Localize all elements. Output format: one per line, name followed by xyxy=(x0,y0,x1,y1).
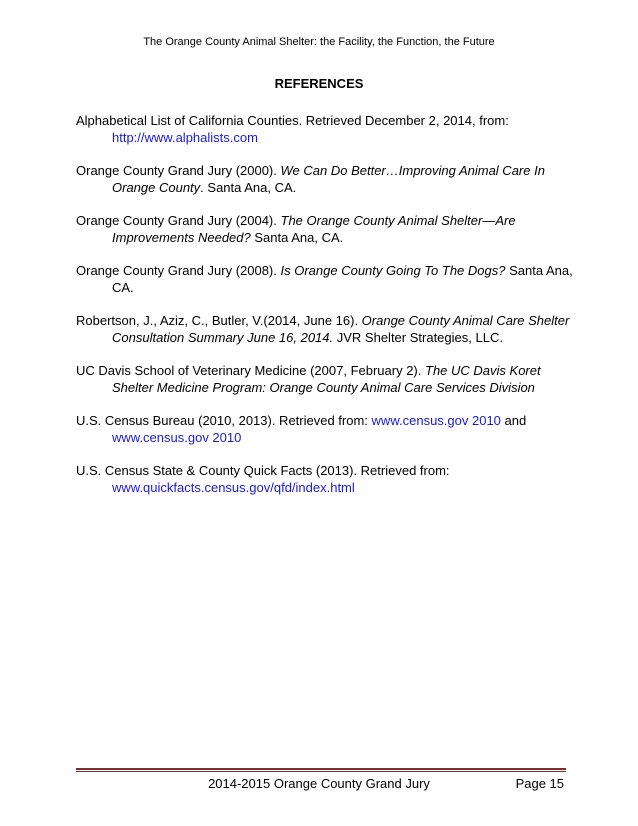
reference-3-text: Orange County Grand Jury (2004). xyxy=(76,213,281,228)
footer-rule-thick xyxy=(76,768,566,770)
reference-4-tail: Santa Ana, CA. xyxy=(112,263,573,295)
reference-4-text: Orange County Grand Jury (2008). xyxy=(76,263,281,278)
reference-7-link-2[interactable]: www.census.gov 2010 xyxy=(112,430,242,445)
reference-4 xyxy=(76,262,576,296)
reference-5 xyxy=(76,312,576,346)
reference-2-tail: . Santa Ana, CA. xyxy=(200,180,297,195)
reference-2 xyxy=(76,162,576,196)
reference-2-italic: We Can Do Better…Improving Animal Care In Orange County xyxy=(112,163,545,195)
reference-list xyxy=(76,112,576,512)
reference-1-link[interactable]: http://www.alphalists.com xyxy=(112,130,258,145)
reference-4-italic: Is Orange County Going To The Dogs? xyxy=(280,263,506,278)
reference-2-text: Orange County Grand Jury (2000). xyxy=(76,163,281,178)
reference-7-link-1[interactable]: www.census.gov 2010 xyxy=(371,413,501,428)
reference-8-text: U.S. Census State & County Quick Facts (2013). Retrieved from: xyxy=(76,463,450,478)
reference-8 xyxy=(76,462,576,496)
reference-3 xyxy=(76,212,576,246)
reference-1-text: Alphabetical List of California Counties. Retrieved December 2, 2014, from: xyxy=(76,113,509,128)
reference-5-italic: Orange County Animal Care Shelter Consultation Summary June 16, 2014. xyxy=(112,313,570,345)
reference-6 xyxy=(76,362,576,396)
reference-5-tail: JVR Shelter Strategies, LLC. xyxy=(333,330,503,345)
page-number: Page 15 xyxy=(515,776,564,791)
running-header: The Orange County Animal Shelter: the Facility, the Function, the Future xyxy=(143,36,495,48)
reference-7 xyxy=(76,412,576,446)
reference-1 xyxy=(76,112,576,146)
reference-5-text: Robertson, J., Aziz, C., Butler, V.(2014, June 16). xyxy=(76,313,362,328)
reference-8-link[interactable]: www.quickfacts.census.gov/qfd/index.html xyxy=(112,480,355,495)
reference-6-text: UC Davis School of Veterinary Medicine (2007, February 2). xyxy=(76,363,425,378)
reference-7-text: U.S. Census Bureau (2010, 2013). Retrieved from: xyxy=(76,413,372,428)
footer-text: 2014-2015 Orange County Grand Jury xyxy=(208,776,430,791)
footer-rule-thin xyxy=(76,771,566,772)
reference-6-italic: The UC Davis Koret Shelter Medicine Program: Orange County Animal Care Services Division xyxy=(112,363,541,395)
reference-7-conjunction: and xyxy=(500,413,527,428)
reference-3-italic: The Orange County Animal Shelter—Are Improvements Needed? xyxy=(112,213,516,245)
page-title: REFERENCES xyxy=(274,76,364,91)
reference-3-tail: Santa Ana, CA. xyxy=(250,230,344,245)
